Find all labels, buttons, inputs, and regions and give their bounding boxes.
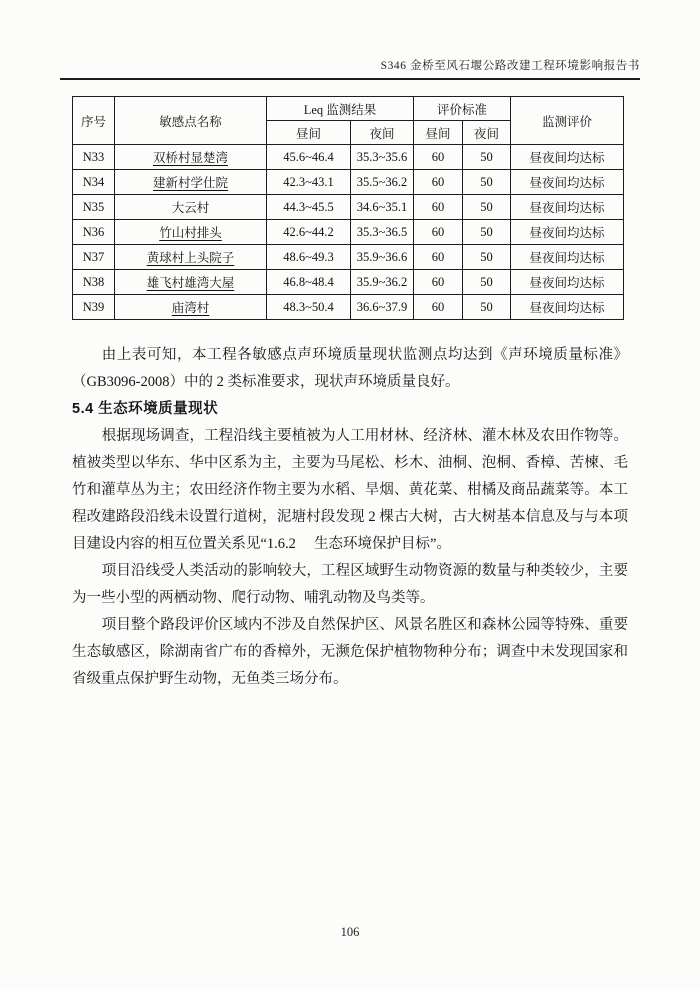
- cell-id: N39: [73, 295, 115, 320]
- subcol-leq-night: 夜间: [351, 121, 414, 145]
- subcol-leq-day: 昼间: [267, 121, 351, 145]
- page-footer: [0, 925, 700, 940]
- cell-leq-day: 42.6~44.2: [267, 220, 351, 245]
- cell-name: [115, 195, 267, 220]
- cell-leq-day: 46.8~48.4: [267, 270, 351, 295]
- sensitive-point-name: 双桥村显楚湾: [152, 151, 228, 165]
- cell-leq-night: 35.3~35.6: [351, 145, 414, 170]
- cell-leq-day: 48.3~50.4: [267, 295, 351, 320]
- cell-leq-day: 48.6~49.3: [267, 245, 351, 270]
- cell-name: [115, 220, 267, 245]
- sensitive-point-name: 庙湾村: [171, 301, 210, 315]
- cell-name: [115, 270, 267, 295]
- cell-name: [115, 145, 267, 170]
- cell-id: N34: [73, 170, 115, 195]
- col-header-standard: 评价标准: [414, 97, 511, 121]
- table-row: [73, 170, 624, 195]
- sensitive-point-name: 竹山村排头: [159, 226, 222, 240]
- subcol-std-day: 昼间: [414, 121, 463, 145]
- table-header: [73, 97, 624, 145]
- table-header-row-1: [73, 97, 624, 121]
- cell-name: [115, 295, 267, 320]
- cell-eval: 昼夜间均达标: [511, 245, 624, 270]
- paragraph-wildlife: 项目沿线受人类活动的影响较大，工程区域野生动物资源的数量与种类较少，主要为一些小型的两栖动物、爬行动物、哺乳动物及鸟类等。: [72, 563, 628, 606]
- cell-eval: 昼夜间均达标: [511, 195, 624, 220]
- cell-leq-night: 35.9~36.6: [351, 245, 414, 270]
- cell-std-day: 60: [414, 195, 463, 220]
- cell-std-night: 50: [463, 220, 511, 245]
- sensitive-point-name: 建新村学仕院: [152, 176, 228, 190]
- cell-leq-day: 44.3~45.5: [267, 195, 351, 220]
- cell-id: N33: [73, 145, 115, 170]
- table-row: [73, 295, 624, 320]
- cell-id: N35: [73, 195, 115, 220]
- section-heading-5-4: 5.4 生态环境质量现状: [72, 401, 219, 417]
- col-header-evaluation: 监测评价: [511, 97, 624, 145]
- cell-eval: 昼夜间均达标: [511, 295, 624, 320]
- cell-leq-night: 34.6~35.1: [351, 195, 414, 220]
- body-text: [72, 342, 628, 693]
- paragraph-sensitive-areas: 项目整个路段评价区域内不涉及自然保护区、风景名胜区和森林公园等特殊、重要生态敏感区，除湖南省广布的香樟外，无濒危保护植物物种分布；调查中未发现国家和省级重点保护野生动物，无鱼类三场分布。: [72, 617, 628, 687]
- noise-monitoring-table: [72, 96, 624, 320]
- paragraph-noise-conclusion: 由上表可知，本工程各敏感点声环境质量现状监测点均达到《声环境质量标准》（GB3096-2008）中的 2 类标准要求，现状声环境质量良好。: [72, 347, 628, 390]
- col-header-sensitive-point: 敏感点名称: [115, 97, 267, 145]
- cell-eval: 昼夜间均达标: [511, 145, 624, 170]
- cell-std-day: 60: [414, 170, 463, 195]
- cell-eval: 昼夜间均达标: [511, 170, 624, 195]
- cell-id: N37: [73, 245, 115, 270]
- header-rule: [60, 78, 640, 80]
- report-header-title: S346 金桥至风石堰公路改建工程环境影响报告书: [380, 60, 640, 72]
- cell-eval: 昼夜间均达标: [511, 270, 624, 295]
- subcol-std-night: 夜间: [463, 121, 511, 145]
- cell-leq-night: 35.9~36.2: [351, 270, 414, 295]
- cell-std-day: 60: [414, 270, 463, 295]
- page-number: 106: [340, 925, 360, 939]
- cell-id: N38: [73, 270, 115, 295]
- cell-std-night: 50: [463, 295, 511, 320]
- cell-std-day: 60: [414, 220, 463, 245]
- sensitive-point-name: 大云村: [171, 201, 210, 215]
- cell-std-day: 60: [414, 145, 463, 170]
- cell-std-night: 50: [463, 170, 511, 195]
- cell-name: [115, 245, 267, 270]
- cell-id: N36: [73, 220, 115, 245]
- cell-leq-day: 42.3~43.1: [267, 170, 351, 195]
- cell-name: [115, 170, 267, 195]
- paragraph-vegetation: 根据现场调查，工程沿线主要植被为人工用材林、经济林、灌木林及农田作物等。植被类型以华东、华中区系为主，主要为马尾松、杉木、油桐、泡桐、香樟、苦楝、毛竹和灌草丛为主；农田经济作物主要为水稻、旱烟、黄花菜、柑橘及商品蔬菜等。本工程改建路段沿线未设置行道树，泥塘村段发现 2 棵古大树，古大树基本信息及与与本项目建设内容的相互位置关系见“1.6.2 生态环境保护目标”。: [72, 428, 628, 552]
- cell-std-night: 50: [463, 245, 511, 270]
- sensitive-point-name: 黄球村上头院子: [146, 251, 235, 265]
- cell-eval: 昼夜间均达标: [511, 220, 624, 245]
- table-row: [73, 220, 624, 245]
- col-header-index: 序号: [73, 97, 115, 145]
- table-row: [73, 145, 624, 170]
- cell-leq-night: 35.5~36.2: [351, 170, 414, 195]
- cell-leq-night: 35.3~36.5: [351, 220, 414, 245]
- cell-std-day: 60: [414, 245, 463, 270]
- sensitive-point-name: 雄飞村雄湾大屋: [146, 276, 235, 290]
- cell-std-night: 50: [463, 195, 511, 220]
- col-header-leq-results: Leq 监测结果: [267, 97, 414, 121]
- cell-std-day: 60: [414, 295, 463, 320]
- cell-std-night: 50: [463, 270, 511, 295]
- cell-std-night: 50: [463, 145, 511, 170]
- cell-leq-day: 45.6~46.4: [267, 145, 351, 170]
- table-row: [73, 195, 624, 220]
- table-row: [73, 270, 624, 295]
- table-row: [73, 245, 624, 270]
- cell-leq-night: 36.6~37.9: [351, 295, 414, 320]
